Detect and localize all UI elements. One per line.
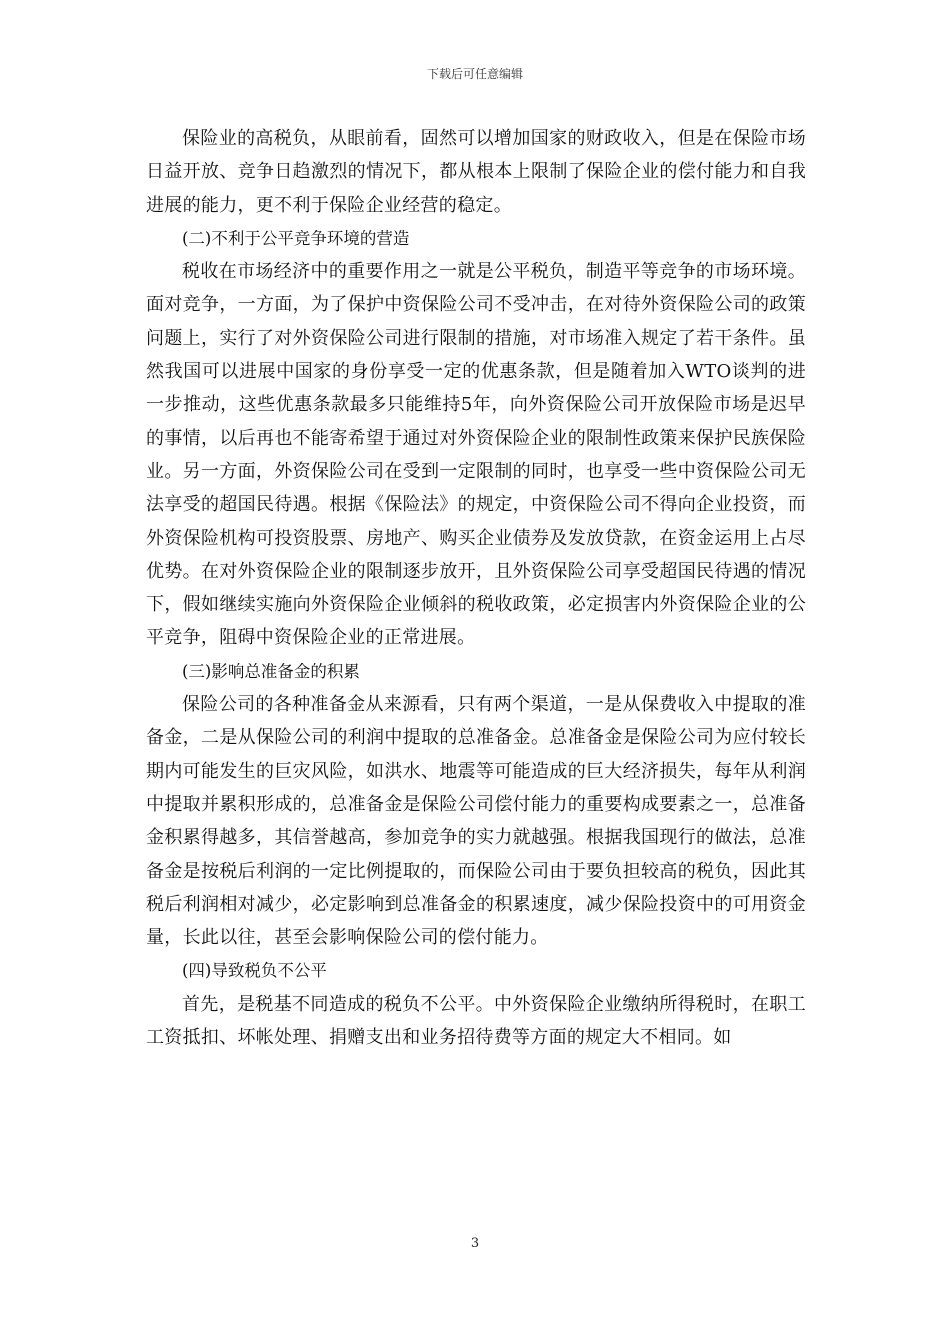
paragraph-high-tax-burden: 保险业的高税负，从眼前看，固然可以增加国家的财政收入，但是在保险市场日益开放、竞争日趋激烈的情况下，都从根本上限制了保险企业的偿付能力和自我进展的能力，更不利于保险企业经营的稳定。 (146, 128, 806, 216)
page-number: 3 (470, 1236, 480, 1251)
section-heading-unfair-tax-burden: (四)导致税负不公平 (182, 961, 327, 981)
page-header: 下载后可任意编辑 (426, 67, 523, 81)
paragraph-reserve-accumulation: 保险公司的各种准备金从来源看，只有两个渠道，一是从保费收入中提取的准备金，二是从保险公司的利润中提取的总准备金。总准备金是保险公司为应付较长期内可能发生的巨灾风险，如洪水、地震等可能造成的巨大经济损失，每年从利润中提取并累积形成的，总准备金是保险公司偿付能力的重要构成要素之一，总准备金积累得越多，其信誉越高，参加竞争的实力就越强。根据我国现行的做法，总准备金是按税后利润的一定比例提取的，而保险公司由于要负担较高的税负，因此其税后利润相对减少，必定影响到总准备金的积累速度，减少保险投资中的可用资金量，长此以往，甚至会影响保险公司的偿付能力。 (146, 694, 806, 949)
section-heading-fair-competition: (二)不利于公平竞争环境的营造 (182, 228, 410, 248)
section-heading-reserve-accumulation: (三)影响总准备金的积累 (182, 661, 360, 681)
document-body (146, 122, 806, 1054)
paragraph-fair-competition: 税收在市场经济中的重要作用之一就是公平税负，制造平等竞争的市场环境。面对竞争，一方面，为了保护中资保险公司不受冲击，在对待外资保险公司的政策问题上，实行了对外资保险公司进行限制的措施，对市场准入规定了若干条件。虽然我国可以进展中国家的身份享受一定的优惠条款，但是随着加入WTO谈判的进一步推动，这些优惠条款最多只能维持5年，向外资保险公司开放保险市场是迟早的事情，以后再也不能寄希望于通过对外资保险企业的限制性政策来保护民族保险业。另一方面，外资保险公司在受到一定限制的同时，也享受一些中资保险公司无法享受的超国民待遇。根据《保险法》的规定，中资保险公司不得向企业投资，而外资保险机构可投资股票、房地产、购买企业债券及发放贷款，在资金运用上占尽优势。在对外资保险企业的限制逐步放开，且外资保险公司享受超国民待遇的情况下，假如继续实施向外资保险企业倾斜的税收政策，必定损害内外资保险企业的公平竞争，阻碍中资保险企业的正常进展。 (146, 261, 806, 649)
paragraph-unfair-tax-burden: 首先，是税基不同造成的税负不公平。中外资保险企业缴纳所得税时，在职工工资抵扣、坏帐处理、捐赠支出和业务招待费等方面的规定大不相同。如 (146, 993, 806, 1049)
